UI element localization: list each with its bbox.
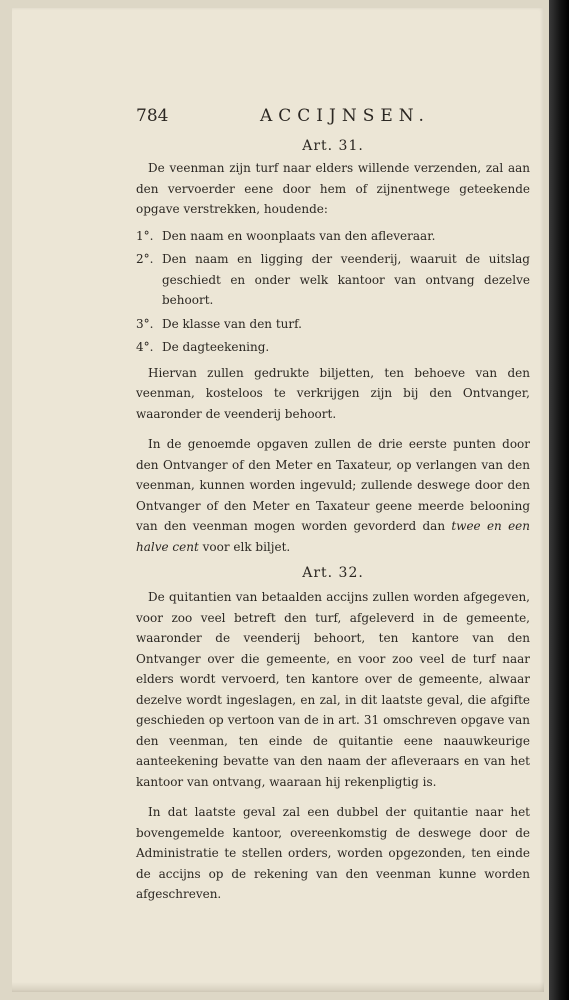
list-item (136, 337, 530, 358)
article-31-paragraph: Hiervan zullen gedrukte biljetten, ten behoeve van den veenman, kosteloos te verkrijgen zijn bij den Ontvanger, waaronder de veenderij behoort. (136, 365, 530, 421)
article-31 (136, 138, 530, 905)
list-item-number: 2°. (136, 252, 154, 266)
article-32-paragraph: De quitantien van betaalden accijns zullen worden afgegeven, voor zoo veel betreft den turf, afgeleverd in de gemeente, waaronder de veenderij behoort, ten kantore van den Ontvanger over die gemeente, en voor zoo veel de turf naar elders wordt vervoerd, ten kantore over de gemeente, alwaar dezelve wordt ingeslagen, en zal, in dit laatste geval, die afgifte geschieden op vertoon van de in art. 31 omschreven opgave van den veenman, ten einde de quitantie eene naauwkeurige aanteekening bevatte van den naam der afleveraars en van het kantoor van ontvang, waaraan hij rekenpligtig is. (136, 590, 530, 789)
list-item (136, 249, 530, 311)
article-32-paragraph: In dat laatste geval zal een dubbel der quitantie naar het bovengemelde kantoor, overeenkomstig de deswege door de Administratie te stellen orders, worden opgezonden, ten einde de accijns op de rekening van den veenman kunne worden afgeschreven. (136, 805, 530, 901)
article-31-intro: De veenman zijn turf naar elders willende verzenden, zal aan den vervoerder eene door hem of zijnentwege geteekende opgave verstrekken, houdende: (136, 161, 530, 216)
list-item (136, 226, 530, 247)
italic-amount: twee en een halve cent (136, 519, 531, 554)
page-header (136, 106, 530, 128)
article-31-paragraph (136, 434, 530, 557)
article-32-title: Art. 32. (302, 565, 364, 581)
book-spine-edge (549, 0, 569, 1000)
page-edge-shadow (12, 982, 544, 992)
page-number: 784 (136, 106, 169, 126)
paragraph-text: voor elk biljet. (198, 539, 291, 554)
list-item (136, 314, 530, 335)
list-item-text: Den naam en woonplaats van den afleveraar. (162, 228, 436, 243)
list-item-number: 3°. (136, 316, 154, 331)
article-31-title: Art. 31. (302, 138, 364, 154)
list-item-number: 1°. (136, 228, 154, 243)
list-item-text: De klasse van den turf. (162, 316, 302, 331)
list-item-text: Den naam en ligging der veenderij, waaruit de uitslag geschiedt en onder welk kantoor van ontvang dezelve behoort. (162, 252, 530, 307)
running-head: ACCIJNSEN. (260, 106, 430, 126)
list-item-number: 4°. (136, 340, 154, 354)
list-item-text: De dagteekening. (162, 340, 270, 354)
paragraph-text: In de genoemde opgaven zullen de drie eerste punten door den Ontvanger of den Meter en Taxateur, op verlangen van den veenman, kunnen worden ingevuld; zullende deswege door den Ontvanger of den Meter en Taxateur geene meerde belooning van den veenman mogen worden gevorderd dan (136, 437, 530, 533)
